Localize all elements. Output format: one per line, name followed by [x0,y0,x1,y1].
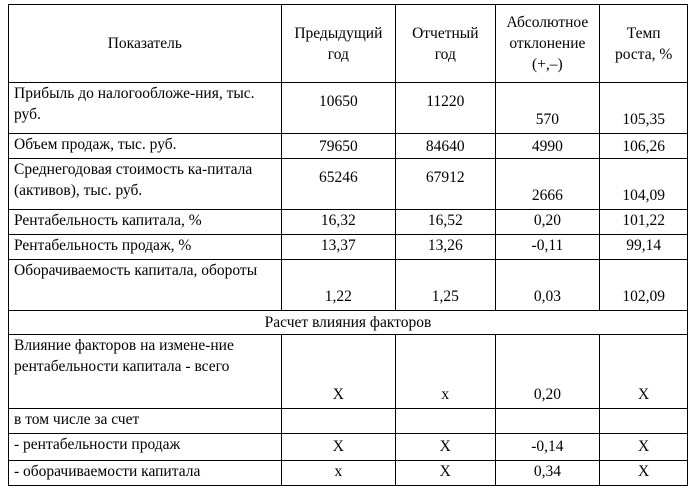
cell-dev: 0,20 [495,210,600,235]
table-row [9,409,688,434]
cell-dev: 0,20 [495,335,600,409]
cell-growth: 102,09 [600,260,688,311]
cell-curr: x [396,335,495,409]
cell-dev: 4990 [495,134,600,159]
table-row [9,159,688,210]
cell-growth: 105,35 [600,83,688,134]
cell-growth: 106,26 [600,134,688,159]
cell-dev: 2666 [495,159,600,210]
cell-dev: 0,03 [495,260,600,311]
table-row [9,134,688,159]
header-report-year: Отчетный год [396,5,495,83]
cell-prev: X [281,335,395,409]
cell-prev: 10650 [281,83,395,134]
cell-dev [495,409,600,434]
cell-curr: 1,25 [396,260,495,311]
cell-curr: 67912 [396,159,495,210]
cell-growth [600,409,688,434]
cell-dev: -0,11 [495,235,600,260]
row-label: в том числе за счет [9,409,282,434]
cell-curr: X [396,434,495,461]
cell-curr: 11220 [396,83,495,134]
cell-growth: 104,09 [600,159,688,210]
header-abs-deviation: Абсолютное отклонение (+,–) [495,5,600,83]
table-row [9,335,688,409]
cell-growth: X [600,335,688,409]
row-label: - оборачиваемости капитала [9,461,282,486]
cell-growth: X [600,461,688,486]
cell-dev: -0,14 [495,434,600,461]
header-indicator: Показатель [9,5,282,83]
table-row [9,235,688,260]
cell-prev: 79650 [281,134,395,159]
cell-growth: 101,22 [600,210,688,235]
financial-analysis-table [8,4,688,486]
header-prev-year: Предыдущий год [281,5,395,83]
row-label: Прибыль до налогообложе-ния, тыс. руб. [9,83,282,134]
row-label: Среднегодовая стоимость ка-питала (активов), тыс. руб. [9,159,282,210]
table-row [9,434,688,461]
cell-curr: 13,26 [396,235,495,260]
header-row [9,5,688,83]
row-label: Влияние факторов на измене-ние рентабельности капитала - всего [9,335,282,409]
cell-growth: 99,14 [600,235,688,260]
table-row [9,260,688,311]
cell-prev: X [281,434,395,461]
cell-curr: 84640 [396,134,495,159]
table-row [9,210,688,235]
cell-prev: 16,32 [281,210,395,235]
cell-dev: 0,34 [495,461,600,486]
cell-prev: x [281,461,395,486]
cell-prev: 65246 [281,159,395,210]
cell-prev: 1,22 [281,260,395,311]
cell-dev: 570 [495,83,600,134]
cell-prev [281,409,395,434]
section-title: Расчет влияния факторов [9,311,688,335]
row-label: Рентабельность капитала, % [9,210,282,235]
row-label: Рентабельность продаж, % [9,235,282,260]
section-header-row [9,311,688,335]
row-label: - рентабельности продаж [9,434,282,461]
cell-curr [396,409,495,434]
cell-prev: 13,37 [281,235,395,260]
table-row [9,83,688,134]
table-row [9,461,688,486]
header-growth-rate: Темп роста, % [600,5,688,83]
row-label: Оборачиваемость капитала, обороты [9,260,282,311]
cell-growth: X [600,434,688,461]
cell-curr: 16,52 [396,210,495,235]
cell-curr: X [396,461,495,486]
row-label: Объем продаж, тыс. руб. [9,134,282,159]
